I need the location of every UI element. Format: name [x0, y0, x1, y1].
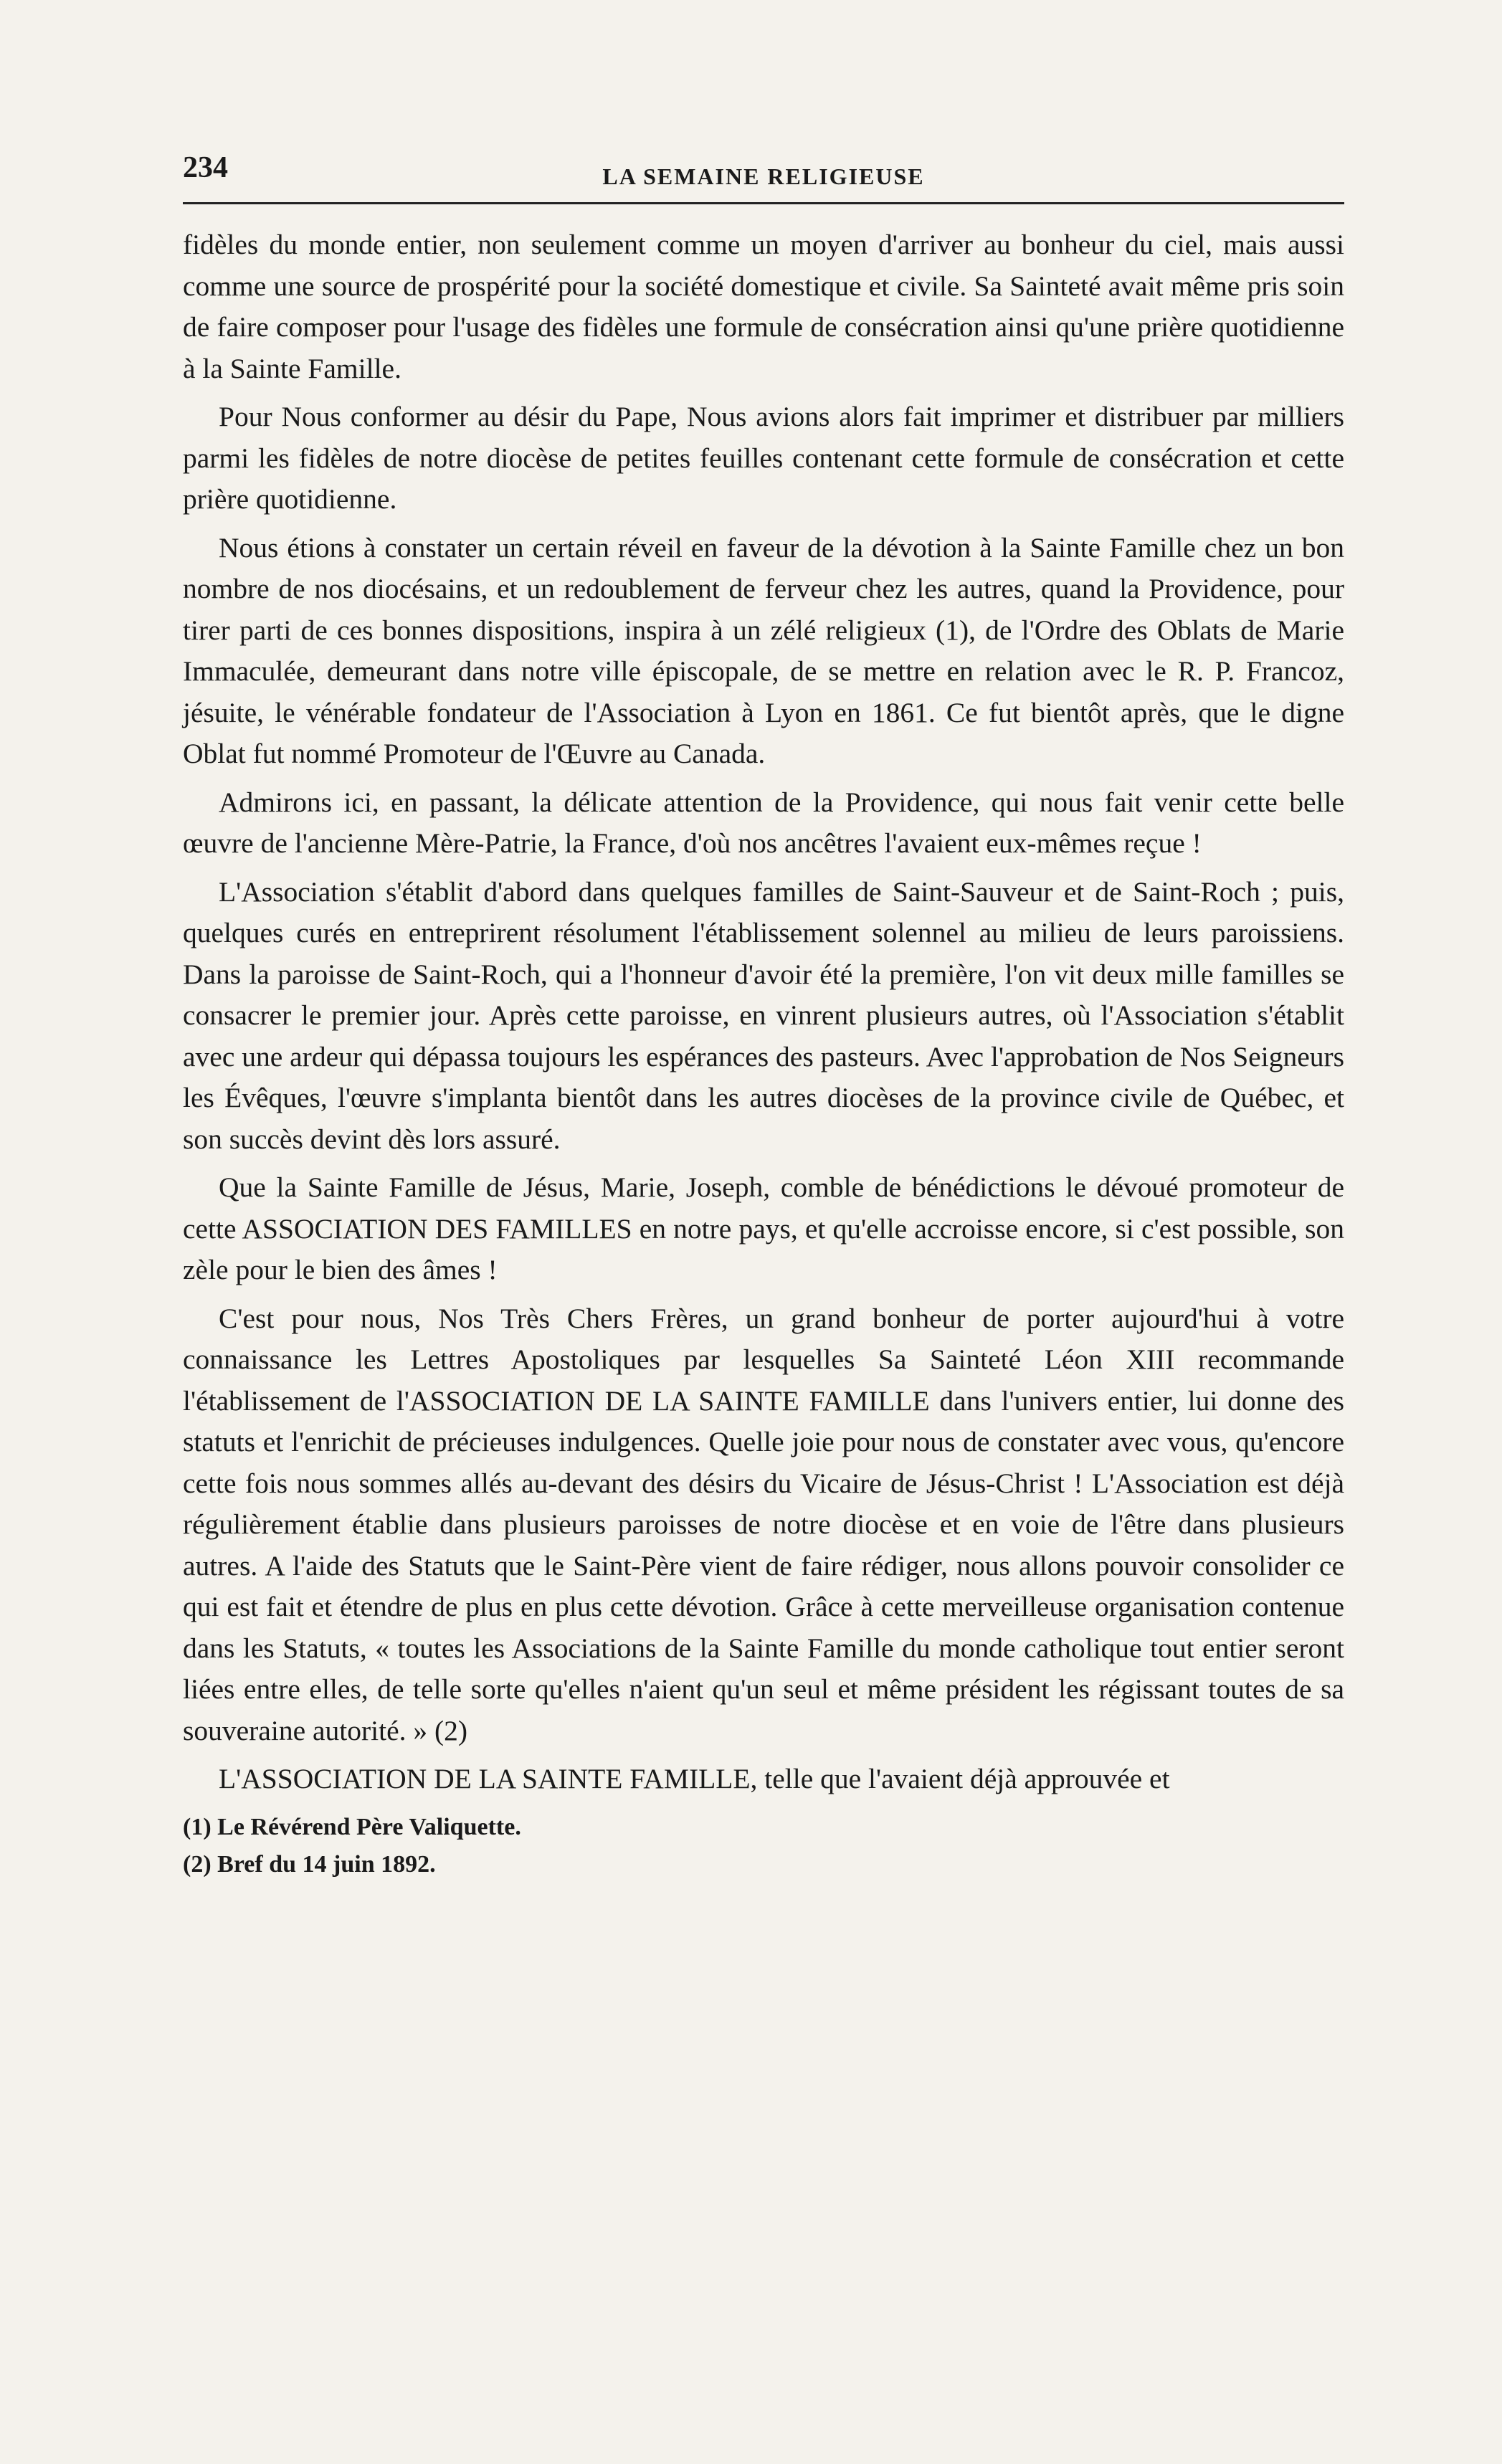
page-number: 234: [183, 151, 228, 184]
paragraph: L'ASSOCIATION DE LA SAINTE FAMILLE, telle que l'avaient déjà approuvée et: [219, 1763, 1170, 1794]
paragraph: C'est pour nous, Nos Très Chers Frères, un grand bonheur de porter aujourd'hui à votre connaissance les Lettres Apostoliques par lesquelles Sa Sainteté Léon XIII recommande l'établissement de l'ASSOCIATION DE LA SAINTE FAMILLE dans l'univers entier, lui donne des statuts et l'enrichit de précieuses indulgences. Quelle joie pour nous de constater avec vous, qu'encore cette fois nous sommes allés au-devant des désirs du Vicaire de Jésus-Christ ! L'Association est déjà régulièrement établie dans plusieurs paroisses de notre diocèse et en voie de l'être dans plusieurs autres. A l'aide des Statuts que le Saint-Père vient de faire rédiger, nous allons pouvoir consolider ce qui est fait et étendre de plus en plus cette dévotion. Grâce à cette merveilleuse organisation contenue dans les Statuts, « toutes les Associations de la Sainte Famille du monde catholique tout entier seront liées entre elles, de telle sorte qu'elles n'aient qu'un seul et même président les régissant toutes de sa souveraine autorité. » (2): [183, 1302, 1344, 1746]
paragraph: Admirons ici, en passant, la délicate attention de la Providence, qui nous fait venir cette belle œuvre de l'ancienne Mère-Patrie, la France, d'où nos ancêtres l'avaient eux-mêmes reçue !: [183, 786, 1344, 859]
running-title: LA SEMAINE RELIGIEUSE: [602, 163, 925, 189]
paragraph: Que la Sainte Famille de Jésus, Marie, Joseph, comble de bénédictions le dévoué promoteur de cette ASSOCIATION DES FAMILLES en notre pays, et qu'elle accroisse encore, si c'est possible, son zèle pour le bien des âmes !: [183, 1171, 1344, 1285]
page-header: [183, 151, 1344, 204]
paragraph: Pour Nous conformer au désir du Pape, Nous avions alors fait imprimer et distribuer par milliers parmi les fidèles de notre diocèse de petites feuilles contenant cette formule de consécration et cette prière quotidienne.: [183, 401, 1344, 515]
footnote: (1) Le Révérend Père Valiquette.: [183, 1813, 521, 1840]
footnote: (2) Bref du 14 juin 1892.: [183, 1850, 436, 1878]
paragraph: fidèles du monde entier, non seulement comme un moyen d'arriver au bonheur du ciel, mais aussi comme une source de prospérité pour la société domestique et civile. Sa Sainteté avait même pris soin de faire composer pour l'usage des fidèles une formule de consécration ainsi qu'une prière quotidienne à la Sainte Famille.: [183, 229, 1344, 384]
paragraph: Nous étions à constater un certain réveil en faveur de la dévotion à la Sainte Famille chez un bon nombre de nos diocésains, et un redoublement de ferveur chez les autres, quand la Providence, pour tirer parti de ces bonnes dispositions, inspira à un zélé religieux (1), de l'Ordre des Oblats de Marie Immaculée, demeurant dans notre ville épiscopale, de se mettre en relation avec le R. P. Francoz, jésuite, le vénérable fondateur de l'Association à Lyon en 1861. Ce fut bientôt après, que le digne Oblat fut nommé Promoteur de l'Œuvre au Canada.: [183, 531, 1344, 769]
footnotes: [183, 1809, 1344, 1883]
page: [183, 151, 1344, 1883]
paragraph: L'Association s'établit d'abord dans quelques familles de Saint-Sauveur et de Saint-Roch ; puis, quelques curés en entreprirent résolument l'établissement solennel au milieu de leurs paroissiens. Dans la paroisse de Saint-Roch, qui a l'honneur d'avoir été la première, l'on vit deux mille familles se consacrer le premier jour. Après cette paroisse, en vinrent plusieurs autres, où l'Association s'établit avec une ardeur qui dépassa toujours les espérances des pasteurs. Avec l'approbation de Nos Seigneurs les Évêques, l'œuvre s'implanta bientôt dans les autres diocèses de la province civile de Québec, et son succès devint dès lors assuré.: [183, 875, 1344, 1155]
body-text: [183, 224, 1344, 1800]
